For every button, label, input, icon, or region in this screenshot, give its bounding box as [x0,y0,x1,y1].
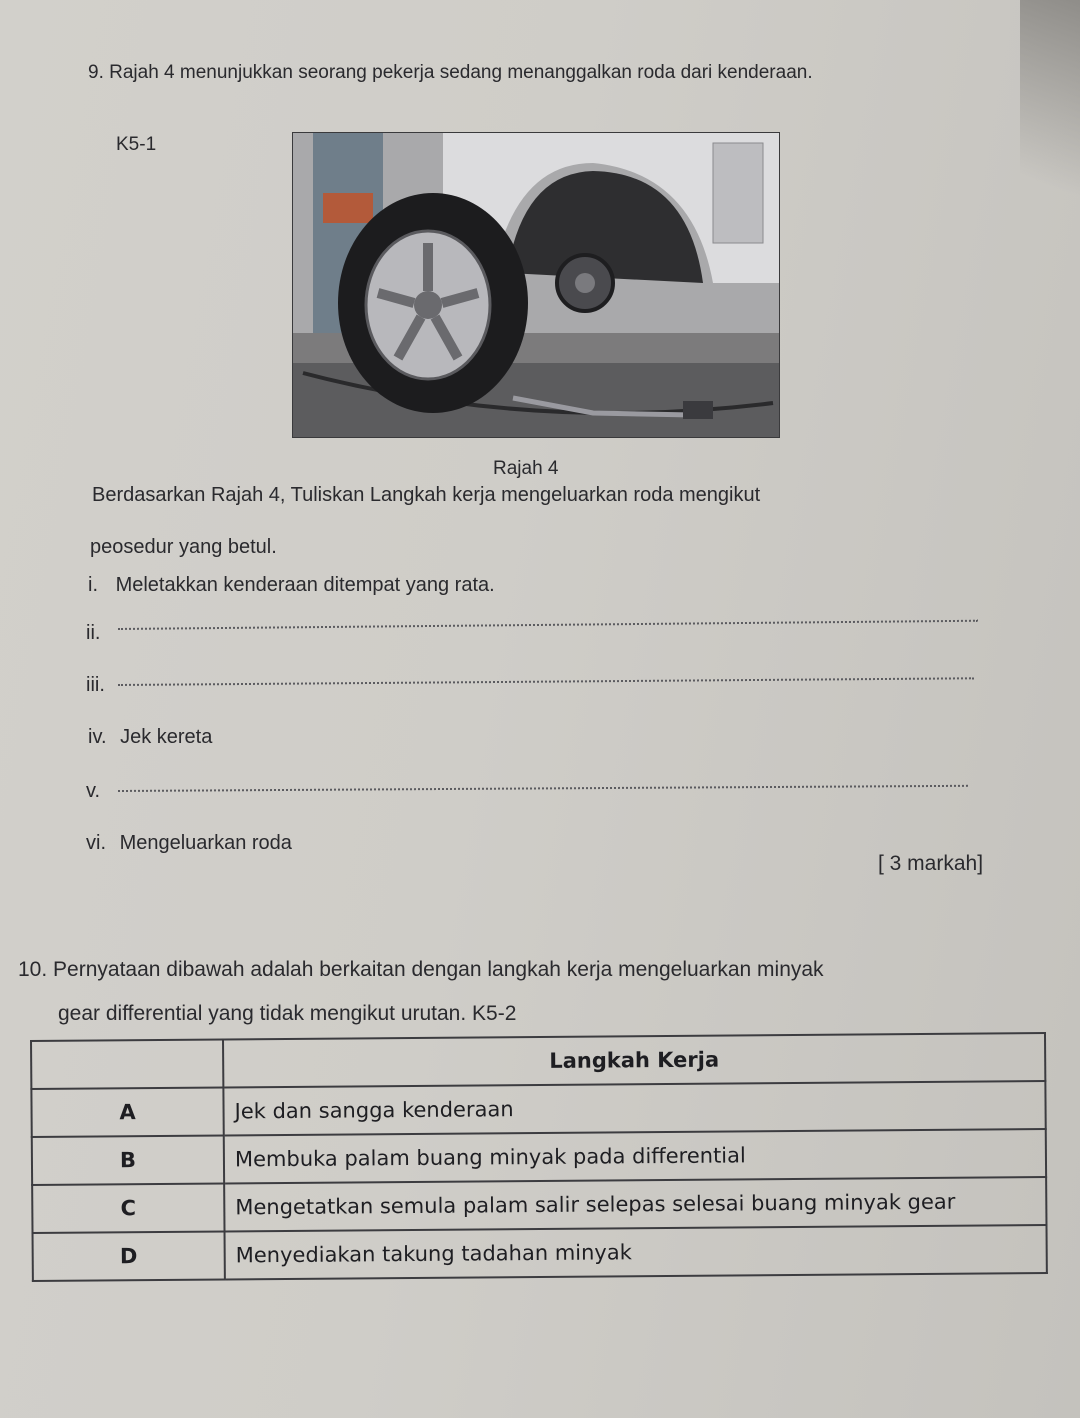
row-key: C [32,1183,224,1233]
table-header: Langkah Kerja [223,1033,1045,1087]
row-value: Jek dan sangga kenderaan [223,1081,1045,1135]
figure-caption: Rajah 4 [493,458,559,479]
step-vi [86,832,292,855]
step-iv [88,726,212,749]
step-text: Jek kereta [120,726,213,748]
page-shadow [1020,0,1080,260]
row-value: Membuka palam buang minyak pada differential [224,1129,1046,1183]
step-v-number: v. [86,780,101,802]
step-text: Meletakkan kenderaan ditempat yang rata. [115,574,495,596]
step-text: Mengeluarkan roda [119,832,292,854]
table-header-blank [31,1039,223,1089]
question-10-line-2: gear differential yang tidak mengikut urutan. K5-2 [58,1002,517,1025]
table-row [32,1129,1046,1185]
row-key: B [32,1135,224,1185]
step-i [88,574,495,597]
question-9-code: K5-1 [116,134,157,155]
step-iii-number: iii. [86,674,105,696]
instruction-line-2: peosedur yang betul. [90,536,277,558]
row-key: A [31,1087,223,1137]
step-number: iv. [88,726,107,748]
question-10-line-1: 10. Pernyataan dibawah adalah berkaitan dengan langkah kerja mengeluarkan minyak [18,958,824,981]
row-value: Mengetatkan semula palam salir selepas selesai buang minyak gear [224,1177,1046,1231]
step-ii-answer-line[interactable] [118,620,978,630]
step-v-answer-line[interactable] [118,785,968,792]
instruction-line-1: Berdasarkan Rajah 4, Tuliskan Langkah kerja mengeluarkan roda mengikut [92,484,761,506]
table-row [32,1177,1046,1233]
wheel-removal-photo [292,132,780,438]
steps-table [30,1032,1048,1282]
step-number: vi. [86,832,106,854]
table-row [31,1081,1045,1137]
question-9-text: 9. Rajah 4 menunjukkan seorang pekerja sedang menanggalkan roda dari kenderaan. [88,62,813,83]
step-iii-answer-line[interactable] [118,677,974,686]
marks-label: [ 3 markah] [878,852,984,875]
table-row [33,1225,1047,1281]
step-ii-number: ii. [86,622,101,644]
table-header-row [31,1033,1045,1089]
row-key: D [33,1231,225,1281]
row-value: Menyediakan takung tadahan minyak [225,1225,1047,1279]
step-number: i. [88,574,98,596]
